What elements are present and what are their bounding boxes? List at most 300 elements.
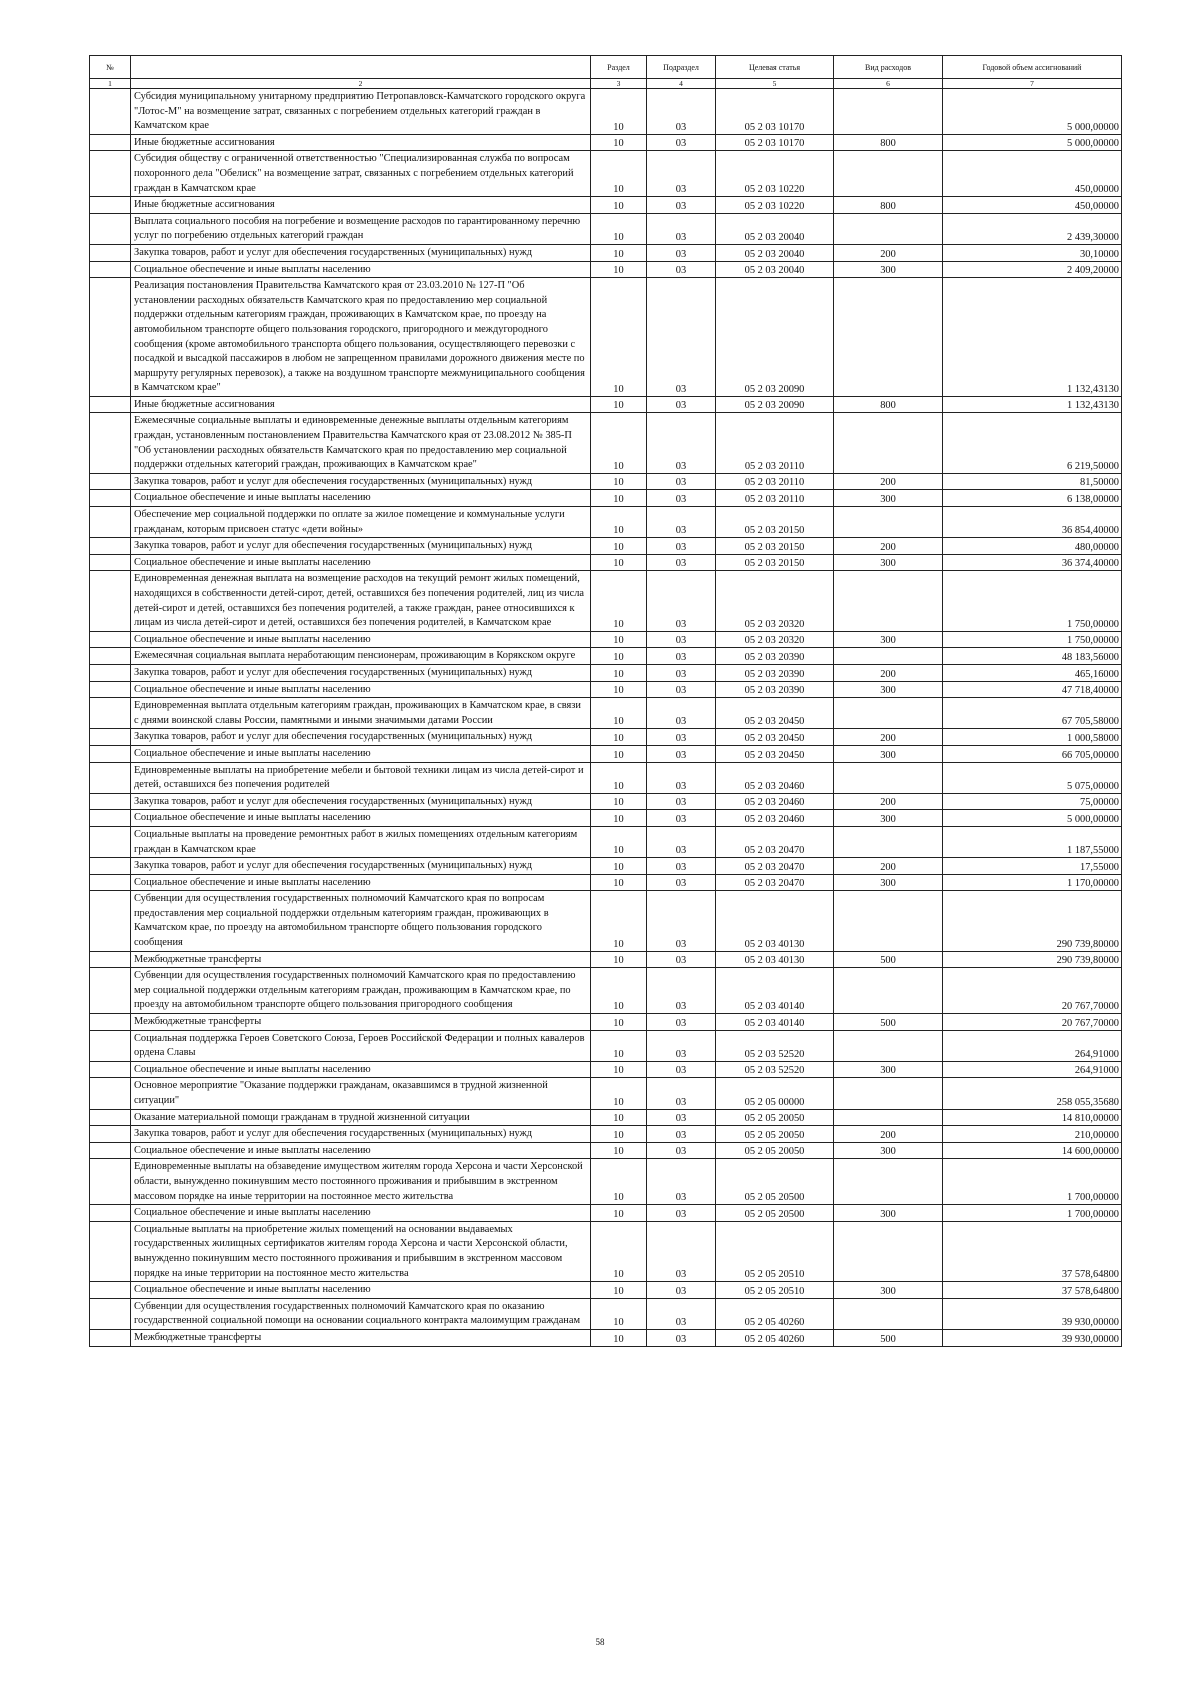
row-number-cell bbox=[90, 698, 131, 729]
expense-type-cell: 300 bbox=[834, 1142, 943, 1159]
target-article-cell: 05 2 03 20390 bbox=[716, 648, 834, 665]
amount-cell: 39 930,00000 bbox=[943, 1329, 1122, 1346]
amount-cell: 2 409,20000 bbox=[943, 261, 1122, 278]
subsection-cell: 03 bbox=[647, 793, 716, 810]
subsection-cell: 03 bbox=[647, 571, 716, 631]
section-cell: 10 bbox=[591, 1298, 647, 1329]
section-cell: 10 bbox=[591, 648, 647, 665]
target-article-cell: 05 2 03 20110 bbox=[716, 473, 834, 490]
row-name-cell: Социальное обеспечение и иные выплаты населению bbox=[131, 1061, 591, 1078]
row-name-cell: Оказание материальной помощи гражданам в трудной жизненной ситуации bbox=[131, 1109, 591, 1126]
subsection-cell: 03 bbox=[647, 1126, 716, 1143]
target-article-cell: 05 2 03 20150 bbox=[716, 554, 834, 571]
section-cell: 10 bbox=[591, 151, 647, 197]
expense-type-cell: 300 bbox=[834, 554, 943, 571]
section-cell: 10 bbox=[591, 213, 647, 244]
table-row bbox=[90, 793, 1122, 810]
amount-cell: 290 739,80000 bbox=[943, 891, 1122, 951]
amount-cell: 37 578,64800 bbox=[943, 1221, 1122, 1281]
row-number-cell bbox=[90, 681, 131, 698]
target-article-cell: 05 2 03 20470 bbox=[716, 858, 834, 875]
amount-cell: 1 700,00000 bbox=[943, 1159, 1122, 1205]
row-name-cell: Иные бюджетные ассигнования bbox=[131, 396, 591, 413]
section-cell: 10 bbox=[591, 1014, 647, 1031]
subsection-cell: 03 bbox=[647, 261, 716, 278]
target-article-cell: 05 2 03 52520 bbox=[716, 1030, 834, 1061]
table-row bbox=[90, 151, 1122, 197]
section-cell: 10 bbox=[591, 413, 647, 473]
row-name-cell: Основное мероприятие "Оказание поддержки гражданам, оказавшимся в трудной жизненной ситуации" bbox=[131, 1078, 591, 1109]
target-article-cell: 05 2 03 20040 bbox=[716, 261, 834, 278]
row-number-cell bbox=[90, 874, 131, 891]
section-cell: 10 bbox=[591, 810, 647, 827]
target-article-cell: 05 2 03 20320 bbox=[716, 571, 834, 631]
amount-cell: 39 930,00000 bbox=[943, 1298, 1122, 1329]
amount-cell: 480,00000 bbox=[943, 538, 1122, 555]
subsection-cell: 03 bbox=[647, 1205, 716, 1222]
expense-type-cell bbox=[834, 89, 943, 135]
row-number-cell bbox=[90, 1030, 131, 1061]
expense-type-cell bbox=[834, 1298, 943, 1329]
target-article-cell: 05 2 03 20460 bbox=[716, 762, 834, 793]
row-number-cell bbox=[90, 951, 131, 968]
section-cell: 10 bbox=[591, 951, 647, 968]
subsection-cell: 03 bbox=[647, 1061, 716, 1078]
table-row bbox=[90, 968, 1122, 1014]
subsection-cell: 03 bbox=[647, 473, 716, 490]
section-cell: 10 bbox=[591, 1205, 647, 1222]
expense-type-cell bbox=[834, 1030, 943, 1061]
column-number: 2 bbox=[131, 79, 591, 89]
row-name-cell: Социальные выплаты на приобретение жилых помещений на основании выдаваемых государственных жилищных сертификатов жителям города Херсона и части Херсонской области, вынужденно покинувшим место постоянного проживания и прибывшим в экстренном массовом порядке на иные территории на постоянное место жительства bbox=[131, 1221, 591, 1281]
table-row bbox=[90, 631, 1122, 648]
table-row bbox=[90, 745, 1122, 762]
subsection-cell: 03 bbox=[647, 538, 716, 555]
row-number-cell bbox=[90, 1282, 131, 1299]
row-number-cell bbox=[90, 261, 131, 278]
subsection-cell: 03 bbox=[647, 507, 716, 538]
section-cell: 10 bbox=[591, 571, 647, 631]
target-article-cell: 05 2 03 52520 bbox=[716, 1061, 834, 1078]
row-number-cell bbox=[90, 1014, 131, 1031]
target-article-cell: 05 2 03 20390 bbox=[716, 664, 834, 681]
table-row bbox=[90, 1205, 1122, 1222]
subsection-cell: 03 bbox=[647, 681, 716, 698]
table-row bbox=[90, 1061, 1122, 1078]
row-number-cell bbox=[90, 762, 131, 793]
row-name-cell: Социальное обеспечение и иные выплаты населению bbox=[131, 631, 591, 648]
table-row bbox=[90, 891, 1122, 951]
row-name-cell: Единовременные выплаты на приобретение мебели и бытовой техники лицам из числа детей-сирот и детей, оставшихся без попечения родителей bbox=[131, 762, 591, 793]
row-number-cell bbox=[90, 538, 131, 555]
table-row bbox=[90, 244, 1122, 261]
subsection-cell: 03 bbox=[647, 197, 716, 214]
table-row bbox=[90, 1014, 1122, 1031]
row-name-cell: Межбюджетные трансферты bbox=[131, 951, 591, 968]
target-article-cell: 05 2 05 40260 bbox=[716, 1298, 834, 1329]
row-number-cell bbox=[90, 89, 131, 135]
page-number: 58 bbox=[595, 1637, 605, 1647]
target-article-cell: 05 2 05 20500 bbox=[716, 1205, 834, 1222]
column-number: 7 bbox=[943, 79, 1122, 89]
amount-cell: 48 183,56000 bbox=[943, 648, 1122, 665]
section-cell: 10 bbox=[591, 762, 647, 793]
section-cell: 10 bbox=[591, 729, 647, 746]
row-name-cell: Закупка товаров, работ и услуг для обеспечения государственных (муниципальных) нужд bbox=[131, 858, 591, 875]
target-article-cell: 05 2 03 10220 bbox=[716, 197, 834, 214]
subsection-cell: 03 bbox=[647, 278, 716, 397]
expense-type-cell: 300 bbox=[834, 810, 943, 827]
expense-type-cell bbox=[834, 507, 943, 538]
row-name-cell: Социальное обеспечение и иные выплаты населению bbox=[131, 490, 591, 507]
expense-type-cell bbox=[834, 1109, 943, 1126]
expense-type-cell: 300 bbox=[834, 631, 943, 648]
amount-cell: 210,00000 bbox=[943, 1126, 1122, 1143]
amount-cell: 264,91000 bbox=[943, 1061, 1122, 1078]
amount-cell: 14 600,00000 bbox=[943, 1142, 1122, 1159]
expense-type-cell: 200 bbox=[834, 473, 943, 490]
row-name-cell: Социальное обеспечение и иные выплаты населению bbox=[131, 681, 591, 698]
table-row bbox=[90, 826, 1122, 857]
section-cell: 10 bbox=[591, 396, 647, 413]
target-article-cell: 05 2 05 20500 bbox=[716, 1159, 834, 1205]
section-cell: 10 bbox=[591, 538, 647, 555]
row-number-cell bbox=[90, 1142, 131, 1159]
row-number-cell bbox=[90, 490, 131, 507]
subsection-cell: 03 bbox=[647, 1142, 716, 1159]
row-number-cell bbox=[90, 648, 131, 665]
table-row bbox=[90, 213, 1122, 244]
target-article-cell: 05 2 03 20460 bbox=[716, 793, 834, 810]
expense-type-cell bbox=[834, 968, 943, 1014]
row-number-cell bbox=[90, 810, 131, 827]
table-row bbox=[90, 698, 1122, 729]
amount-cell: 36 374,40000 bbox=[943, 554, 1122, 571]
subsection-cell: 03 bbox=[647, 698, 716, 729]
row-name-cell: Межбюджетные трансферты bbox=[131, 1329, 591, 1346]
expense-type-cell: 300 bbox=[834, 681, 943, 698]
row-number-cell bbox=[90, 473, 131, 490]
table-row bbox=[90, 396, 1122, 413]
row-number-cell bbox=[90, 554, 131, 571]
target-article-cell: 05 2 05 20510 bbox=[716, 1282, 834, 1299]
expense-type-cell bbox=[834, 1159, 943, 1205]
subsection-cell: 03 bbox=[647, 1282, 716, 1299]
row-name-cell: Единовременная выплата отдельным категориям граждан, проживающих в Камчатском крае, в связи с днями воинской славы России, памятными и иными значимыми датами России bbox=[131, 698, 591, 729]
column-number: 6 bbox=[834, 79, 943, 89]
row-number-cell bbox=[90, 745, 131, 762]
subsection-cell: 03 bbox=[647, 648, 716, 665]
target-article-cell: 05 2 03 40140 bbox=[716, 1014, 834, 1031]
table-row bbox=[90, 134, 1122, 151]
target-article-cell: 05 2 03 20090 bbox=[716, 278, 834, 397]
subsection-cell: 03 bbox=[647, 951, 716, 968]
row-name-cell: Субсидия муниципальному унитарному предприятию Петропавловск-Камчатского городского округа "Лотос-М" на возмещение затрат, связанных с погребением отдельных категорий граждан в Камчатском крае bbox=[131, 89, 591, 135]
target-article-cell: 05 2 03 40130 bbox=[716, 891, 834, 951]
amount-cell: 450,00000 bbox=[943, 197, 1122, 214]
row-name-cell: Закупка товаров, работ и услуг для обеспечения государственных (муниципальных) нужд bbox=[131, 793, 591, 810]
expense-type-cell: 200 bbox=[834, 538, 943, 555]
subsection-cell: 03 bbox=[647, 1221, 716, 1281]
amount-cell: 1 132,43130 bbox=[943, 278, 1122, 397]
section-cell: 10 bbox=[591, 631, 647, 648]
row-name-cell: Иные бюджетные ассигнования bbox=[131, 197, 591, 214]
amount-cell: 75,00000 bbox=[943, 793, 1122, 810]
table-row bbox=[90, 1282, 1122, 1299]
subsection-cell: 03 bbox=[647, 762, 716, 793]
row-number-cell bbox=[90, 244, 131, 261]
amount-cell: 17,55000 bbox=[943, 858, 1122, 875]
row-number-cell bbox=[90, 1205, 131, 1222]
section-cell: 10 bbox=[591, 1142, 647, 1159]
target-article-cell: 05 2 03 10220 bbox=[716, 151, 834, 197]
amount-cell: 1 750,00000 bbox=[943, 571, 1122, 631]
amount-cell: 1 700,00000 bbox=[943, 1205, 1122, 1222]
row-name-cell: Субвенции для осуществления государственных полномочий Камчатского края по вопросам предоставления мер социальной поддержки отдельным категориям граждан, проживающих в Камчатском крае, по проезду на автомобильном транспорте общего пользования городского сообщения bbox=[131, 891, 591, 951]
target-article-cell: 05 2 03 40140 bbox=[716, 968, 834, 1014]
row-name-cell: Ежемесячные социальные выплаты и единовременные денежные выплаты отдельным категориям граждан, установленным постановлением Правительства Камчатского края от 23.08.2012 № 385-П "Об установлении расходных обязательств Камчатского края по предоставлению мер социальной поддержки отдельных категорий граждан, проживающих в Камчатском крае" bbox=[131, 413, 591, 473]
amount-cell: 1 187,55000 bbox=[943, 826, 1122, 857]
row-name-cell: Закупка товаров, работ и услуг для обеспечения государственных (муниципальных) нужд bbox=[131, 1126, 591, 1143]
section-cell: 10 bbox=[591, 1329, 647, 1346]
row-number-cell bbox=[90, 664, 131, 681]
table-row bbox=[90, 1030, 1122, 1061]
row-number-cell bbox=[90, 631, 131, 648]
expense-type-cell: 300 bbox=[834, 1282, 943, 1299]
section-cell: 10 bbox=[591, 261, 647, 278]
section-cell: 10 bbox=[591, 1061, 647, 1078]
table-row bbox=[90, 538, 1122, 555]
amount-cell: 20 767,70000 bbox=[943, 1014, 1122, 1031]
amount-cell: 1 000,58000 bbox=[943, 729, 1122, 746]
amount-cell: 30,10000 bbox=[943, 244, 1122, 261]
row-name-cell: Закупка товаров, работ и услуг для обеспечения государственных (муниципальных) нужд bbox=[131, 664, 591, 681]
amount-cell: 264,91000 bbox=[943, 1030, 1122, 1061]
subsection-cell: 03 bbox=[647, 729, 716, 746]
column-number: 1 bbox=[90, 79, 131, 89]
row-number-cell bbox=[90, 891, 131, 951]
section-cell: 10 bbox=[591, 473, 647, 490]
expense-type-cell bbox=[834, 278, 943, 397]
section-cell: 10 bbox=[591, 1078, 647, 1109]
amount-cell: 47 718,40000 bbox=[943, 681, 1122, 698]
expense-type-cell: 300 bbox=[834, 745, 943, 762]
table-row bbox=[90, 278, 1122, 397]
section-cell: 10 bbox=[591, 858, 647, 875]
row-name-cell: Выплата социального пособия на погребение и возмещение расходов по гарантированному перечню услуг по погребению отдельных категорий граждан bbox=[131, 213, 591, 244]
target-article-cell: 05 2 03 20090 bbox=[716, 396, 834, 413]
table-row bbox=[90, 1221, 1122, 1281]
subsection-cell: 03 bbox=[647, 826, 716, 857]
amount-cell: 14 810,00000 bbox=[943, 1109, 1122, 1126]
row-name-cell: Социальное обеспечение и иные выплаты населению bbox=[131, 874, 591, 891]
amount-cell: 290 739,80000 bbox=[943, 951, 1122, 968]
budget-table-sheet bbox=[89, 55, 1121, 1347]
section-cell: 10 bbox=[591, 1126, 647, 1143]
target-article-cell: 05 2 03 20450 bbox=[716, 729, 834, 746]
amount-cell: 36 854,40000 bbox=[943, 507, 1122, 538]
subsection-cell: 03 bbox=[647, 1014, 716, 1031]
target-article-cell: 05 2 03 20450 bbox=[716, 745, 834, 762]
expense-type-cell: 300 bbox=[834, 1205, 943, 1222]
table-body bbox=[90, 89, 1122, 1347]
table-row bbox=[90, 810, 1122, 827]
row-name-cell: Закупка товаров, работ и услуг для обеспечения государственных (муниципальных) нужд bbox=[131, 244, 591, 261]
subsection-cell: 03 bbox=[647, 745, 716, 762]
row-name-cell: Межбюджетные трансферты bbox=[131, 1014, 591, 1031]
section-cell: 10 bbox=[591, 1159, 647, 1205]
row-name-cell: Социальное обеспечение и иные выплаты населению bbox=[131, 1142, 591, 1159]
table-row bbox=[90, 1159, 1122, 1205]
section-cell: 10 bbox=[591, 1282, 647, 1299]
row-number-cell bbox=[90, 151, 131, 197]
amount-cell: 5 000,00000 bbox=[943, 810, 1122, 827]
table-row bbox=[90, 648, 1122, 665]
expense-type-cell bbox=[834, 891, 943, 951]
section-cell: 10 bbox=[591, 554, 647, 571]
section-cell: 10 bbox=[591, 490, 647, 507]
expense-type-cell: 300 bbox=[834, 1061, 943, 1078]
expense-type-cell: 200 bbox=[834, 1126, 943, 1143]
amount-cell: 258 055,35680 bbox=[943, 1078, 1122, 1109]
header-row bbox=[90, 56, 1122, 79]
table-row bbox=[90, 762, 1122, 793]
target-article-cell: 05 2 03 20460 bbox=[716, 810, 834, 827]
target-article-cell: 05 2 03 20470 bbox=[716, 826, 834, 857]
table-row bbox=[90, 1329, 1122, 1346]
subsection-cell: 03 bbox=[647, 858, 716, 875]
target-article-cell: 05 2 05 20050 bbox=[716, 1126, 834, 1143]
row-name-cell: Социальное обеспечение и иные выплаты населению bbox=[131, 261, 591, 278]
row-number-cell bbox=[90, 826, 131, 857]
section-cell: 10 bbox=[591, 745, 647, 762]
subsection-cell: 03 bbox=[647, 396, 716, 413]
target-article-cell: 05 2 03 20470 bbox=[716, 874, 834, 891]
row-name-cell: Иные бюджетные ассигнования bbox=[131, 134, 591, 151]
header-target-article: Целевая статья bbox=[716, 56, 834, 79]
table-row bbox=[90, 197, 1122, 214]
table-row bbox=[90, 490, 1122, 507]
expense-type-cell: 800 bbox=[834, 197, 943, 214]
expense-type-cell: 200 bbox=[834, 858, 943, 875]
row-number-cell bbox=[90, 858, 131, 875]
expense-type-cell: 300 bbox=[834, 874, 943, 891]
section-cell: 10 bbox=[591, 681, 647, 698]
amount-cell: 1 170,00000 bbox=[943, 874, 1122, 891]
table-row bbox=[90, 261, 1122, 278]
subsection-cell: 03 bbox=[647, 244, 716, 261]
row-number-cell bbox=[90, 729, 131, 746]
row-name-cell: Закупка товаров, работ и услуг для обеспечения государственных (муниципальных) нужд bbox=[131, 538, 591, 555]
column-number: 3 bbox=[591, 79, 647, 89]
target-article-cell: 05 2 03 20040 bbox=[716, 213, 834, 244]
row-number-cell bbox=[90, 571, 131, 631]
amount-cell: 5 000,00000 bbox=[943, 89, 1122, 135]
target-article-cell: 05 2 03 20150 bbox=[716, 538, 834, 555]
expense-type-cell: 200 bbox=[834, 729, 943, 746]
table-row bbox=[90, 89, 1122, 135]
section-cell: 10 bbox=[591, 89, 647, 135]
header-expense-type: Вид расходов bbox=[834, 56, 943, 79]
subsection-cell: 03 bbox=[647, 810, 716, 827]
expense-type-cell bbox=[834, 571, 943, 631]
section-cell: 10 bbox=[591, 1109, 647, 1126]
amount-cell: 67 705,58000 bbox=[943, 698, 1122, 729]
section-cell: 10 bbox=[591, 664, 647, 681]
subsection-cell: 03 bbox=[647, 1109, 716, 1126]
section-cell: 10 bbox=[591, 278, 647, 397]
row-name-cell: Ежемесячная социальная выплата неработающим пенсионерам, проживающим в Корякском округе bbox=[131, 648, 591, 665]
subsection-cell: 03 bbox=[647, 1078, 716, 1109]
amount-cell: 1 132,43130 bbox=[943, 396, 1122, 413]
subsection-cell: 03 bbox=[647, 1329, 716, 1346]
table-row bbox=[90, 554, 1122, 571]
section-cell: 10 bbox=[591, 507, 647, 538]
expense-type-cell bbox=[834, 826, 943, 857]
target-article-cell: 05 2 05 40260 bbox=[716, 1329, 834, 1346]
row-name-cell: Закупка товаров, работ и услуг для обеспечения государственных (муниципальных) нужд bbox=[131, 729, 591, 746]
expense-type-cell bbox=[834, 762, 943, 793]
target-article-cell: 05 2 03 40130 bbox=[716, 951, 834, 968]
row-number-cell bbox=[90, 507, 131, 538]
row-name-cell: Социальное обеспечение и иные выплаты населению bbox=[131, 1205, 591, 1222]
amount-cell: 5 075,00000 bbox=[943, 762, 1122, 793]
target-article-cell: 05 2 05 00000 bbox=[716, 1078, 834, 1109]
target-article-cell: 05 2 03 20320 bbox=[716, 631, 834, 648]
subsection-cell: 03 bbox=[647, 1030, 716, 1061]
expense-type-cell bbox=[834, 213, 943, 244]
expense-type-cell: 200 bbox=[834, 664, 943, 681]
subsection-cell: 03 bbox=[647, 554, 716, 571]
section-cell: 10 bbox=[591, 698, 647, 729]
row-number-cell bbox=[90, 1329, 131, 1346]
header-section: Раздел bbox=[591, 56, 647, 79]
expense-type-cell: 200 bbox=[834, 793, 943, 810]
subsection-cell: 03 bbox=[647, 891, 716, 951]
column-number-row bbox=[90, 79, 1122, 89]
budget-table bbox=[89, 55, 1122, 1347]
expense-type-cell: 500 bbox=[834, 1014, 943, 1031]
target-article-cell: 05 2 03 20110 bbox=[716, 413, 834, 473]
target-article-cell: 05 2 03 10170 bbox=[716, 134, 834, 151]
section-cell: 10 bbox=[591, 826, 647, 857]
target-article-cell: 05 2 03 20390 bbox=[716, 681, 834, 698]
row-number-cell bbox=[90, 1221, 131, 1281]
expense-type-cell: 800 bbox=[834, 396, 943, 413]
table-row bbox=[90, 1126, 1122, 1143]
table-row bbox=[90, 1298, 1122, 1329]
row-number-cell bbox=[90, 1159, 131, 1205]
row-number-cell bbox=[90, 1109, 131, 1126]
table-row bbox=[90, 1109, 1122, 1126]
section-cell: 10 bbox=[591, 244, 647, 261]
table-row bbox=[90, 951, 1122, 968]
target-article-cell: 05 2 03 20110 bbox=[716, 490, 834, 507]
subsection-cell: 03 bbox=[647, 968, 716, 1014]
target-article-cell: 05 2 03 20450 bbox=[716, 698, 834, 729]
expense-type-cell: 200 bbox=[834, 244, 943, 261]
row-number-cell bbox=[90, 197, 131, 214]
target-article-cell: 05 2 05 20510 bbox=[716, 1221, 834, 1281]
subsection-cell: 03 bbox=[647, 413, 716, 473]
amount-cell: 465,16000 bbox=[943, 664, 1122, 681]
target-article-cell: 05 2 03 20040 bbox=[716, 244, 834, 261]
subsection-cell: 03 bbox=[647, 664, 716, 681]
row-name-cell: Субвенции для осуществления государственных полномочий Камчатского края по предоставлению мер социальной поддержки отдельным категориям граждан, проживающим в Камчатском крае, по проезду на автомобильном транспорте общего пользования пригородного сообщения bbox=[131, 968, 591, 1014]
row-number-cell bbox=[90, 1126, 131, 1143]
amount-cell: 66 705,00000 bbox=[943, 745, 1122, 762]
subsection-cell: 03 bbox=[647, 134, 716, 151]
